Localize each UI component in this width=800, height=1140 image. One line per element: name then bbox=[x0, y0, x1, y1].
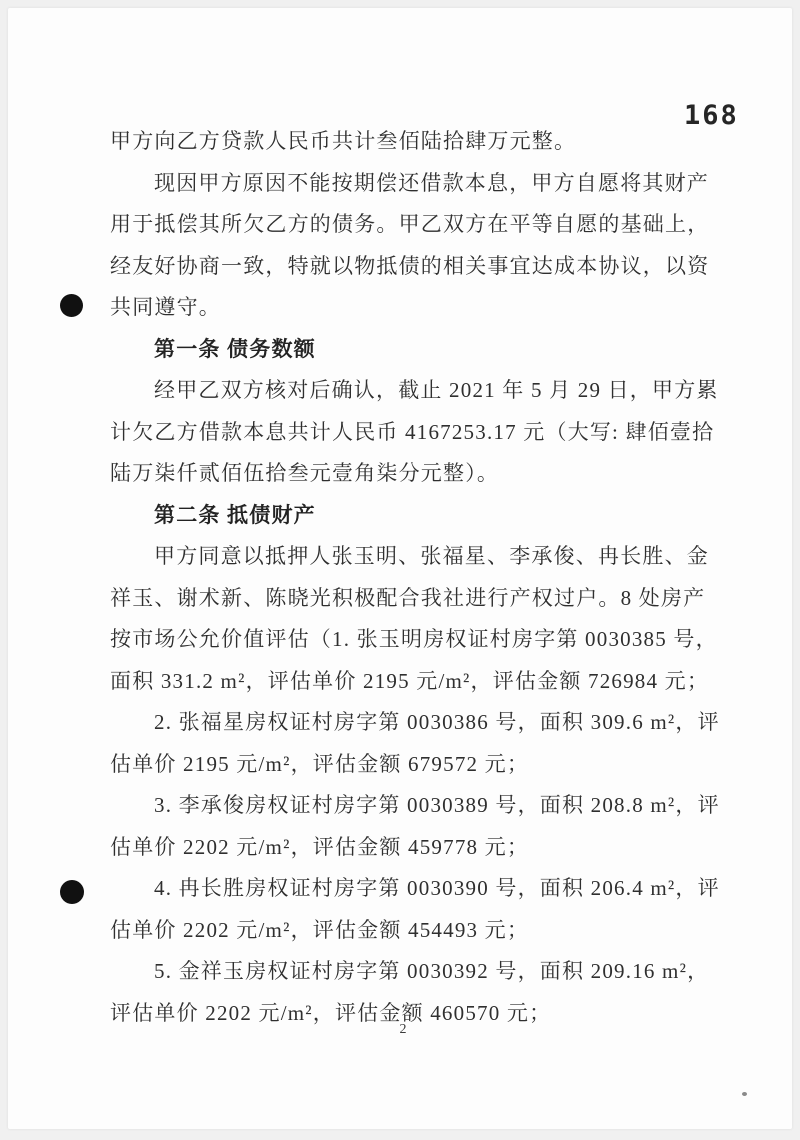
document-text-line: 共同遵守。 bbox=[110, 295, 221, 319]
document-text-line: 3. 李承俊房权证村房字第 0030389 号，面积 208.8 m²，评 bbox=[154, 793, 720, 817]
footer-page-number: 2 bbox=[399, 1022, 407, 1037]
scanned-document-page bbox=[8, 8, 792, 1129]
document-text-line: 甲方同意以抵押人张玉明、张福星、李承俊、冉长胜、金 bbox=[154, 544, 709, 568]
document-text-line: 4. 冉长胜房权证村房字第 0030390 号，面积 206.4 m²，评 bbox=[154, 876, 720, 900]
binding-punch-dot-top bbox=[60, 294, 83, 317]
document-text-line: 用于抵偿其所欠乙方的债务。甲乙双方在平等自愿的基础上， bbox=[110, 212, 710, 236]
document-text-line: 计欠乙方借款本息共计人民币 4167253.17 元（大写: 肆佰壹拾 bbox=[110, 419, 715, 444]
document-text-line: 估单价 2202 元/m²，评估金额 459778 元； bbox=[110, 834, 530, 859]
document-body bbox=[110, 121, 730, 1034]
document-text-line: 现因甲方原因不能按期偿还借款本息，甲方自愿将其财产 bbox=[154, 170, 709, 195]
section-heading-article-1: 第一条 债务数额 bbox=[154, 336, 316, 361]
document-text-line: 估单价 2195 元/m²，评估金额 679572 元； bbox=[110, 751, 530, 776]
binding-punch-dot-bottom bbox=[60, 880, 84, 904]
document-text-line: 祥玉、谢术新、陈晓光积极配合我社进行产权过户。8 处房产 bbox=[110, 585, 706, 610]
document-text-line: 经甲乙双方核对后确认，截止 2021 年 5 月 29 日，甲方累 bbox=[154, 378, 719, 402]
document-text-line: 甲方向乙方贷款人民币共计叁佰陆拾肆万元整。 bbox=[110, 129, 577, 153]
scan-speck bbox=[742, 1092, 747, 1096]
document-text-line: 面积 331.2 m²，评估单价 2195 元/m²，评估金额 726984 元； bbox=[110, 668, 710, 693]
document-text-line: 2. 张福星房权证村房字第 0030386 号，面积 309.6 m²，评 bbox=[154, 710, 720, 734]
section-heading-article-2: 第二条 抵债财产 bbox=[154, 502, 316, 527]
document-text-line: 经友好协商一致，特就以物抵债的相关事宜达成本协议，以资 bbox=[110, 253, 710, 278]
document-text-line: 评估单价 2202 元/m²，评估金额 460570 元； bbox=[110, 1000, 552, 1025]
document-text-line: 按市场公允价值评估（1. 张玉明房权证村房字第 0030385 号， bbox=[110, 627, 718, 651]
archive-page-number-stamp: 168 bbox=[684, 100, 739, 131]
document-text-line: 估单价 2202 元/m²，评估金额 454493 元； bbox=[110, 917, 530, 942]
document-text-line: 5. 金祥玉房权证村房字第 0030392 号，面积 209.16 m²， bbox=[154, 959, 710, 983]
document-text-line: 陆万柒仟贰佰伍拾叁元壹角柒分元整）。 bbox=[110, 461, 500, 485]
